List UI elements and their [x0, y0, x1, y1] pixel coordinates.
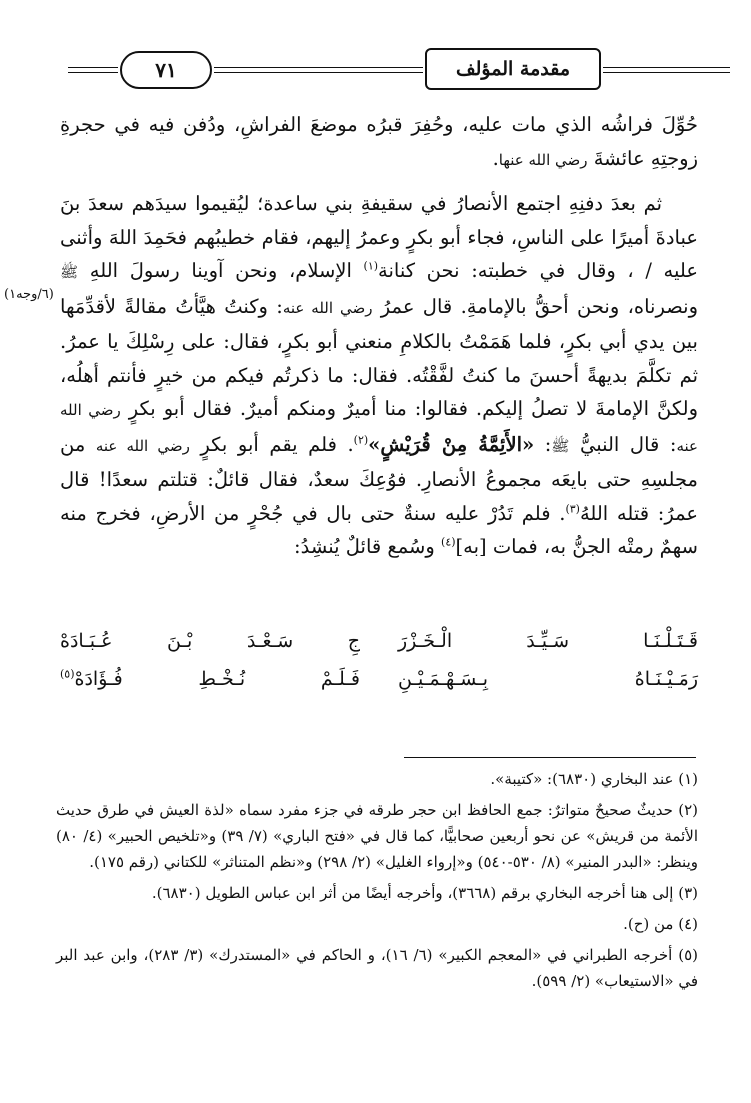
footnote-ref: (١) [363, 259, 379, 273]
chapter-title: مقدمة المؤلف [425, 48, 601, 90]
main-text [60, 108, 698, 564]
text-run: : قال النبيُّ [579, 432, 677, 456]
footnote: (٤) من (ح). [623, 915, 698, 933]
margin-manuscript-note: (٦/وجه١) [4, 287, 54, 302]
text-run: . فلم يقم أبو بكرٍ [200, 432, 354, 456]
header-rule [68, 67, 118, 68]
page-number: ٧١ [120, 51, 212, 89]
poem-verse [60, 660, 698, 698]
footnote: (٢) حديثٌ صحيحٌ متواترٌ: جمع الحافظ ابن حجر طرقه في جزء مفرد سماه «لذة العيش في طرق حديث الأئمة من قريش» عن نحو أربعين صحابيًّا، كما قال في «فتح الباري» (٧/ ٣٩) و«تلخيص الحبير» (٤/ ٨٠) وينظر: «البدر المنير» (٨/ ٥٣٠-٥٤٠) و«إرواء الغليل» (٢/ ٢٩٨) و«نظم المتناثر» للكتاني (رقم ١٧٥). [56, 801, 698, 871]
text-run: فَـلَـمْ نُـخْـطِ فُـؤَادَهْ [74, 668, 360, 690]
poem-verse [60, 622, 698, 660]
poem [60, 622, 698, 698]
honorific-symbol: ﷺ [551, 436, 570, 455]
hadith-quote: «الأَئِمَّةُ مِنْ قُرَيْشٍ» [368, 432, 535, 456]
footnote: (١) عند البخاري (٦٨٣٠): «كتيبة». [490, 770, 698, 788]
footnote-separator [404, 757, 696, 758]
text-run: الإسلام، ونحن آوينا رسولَ اللهِ [89, 259, 364, 282]
footnotes [56, 766, 698, 999]
honorific-symbol: رضي الله عنه [60, 401, 698, 455]
paragraph: ثم بعدَ دفنِهِ اجتمع الأنصارُ في سقيفةِ بني ساعدة؛ ليُقيموا سيدَهم سعدَ بنَ عبادةَ أميرًا على الناسِ، فجاء أبو بكرٍ وعمرُ إليهم، فقام خطيبُهم فحَمِدَ اللهَ وأثنى عليه / ، وقال في خطبته: نحن كنانة$^{(١)}$ الإسلام، ونحن آوينا رسولَ اللهِ ﷺ ونصرناه، ونحن أحقُّ بالإمامةِ. قال عمرُ رضي الله عنه: وكنتُ هيَّأتُ مقالةً لأقدِّمَها بين يدي أبي بكرٍ، فلما هَمَمْتُ بالكلامِ منعني أبو بكرٍ، فقال: على رِسْلِكَ يا عمرُ. ثم تكلَّمَ بديهةً أحسنَ ما كنتُ لفَّقْتُه. فقال: ما ذكرتُم فيكم من خيرٍ فأنتم أهلُه، ولكنَّ الإمامةَ لا تصلُ إليكم. فقالوا: منا أميرٌ ومنكم أميرٌ. فقال أبو بكرٍ رضي الله عنه: قال النبيُّ ﷺ: «الأَئِمَّةُ مِنْ قُرَيْشٍ»$^{(٢)}$. فلم يقم أبو بكرٍ رضي الله عنه من مجلسِهِ حتى بايعَه مجموعُ الأنصارِ. فوُعِكَ سعدٌ، فقال قائلٌ: قتلتم سعدًا! قال عمرُ: قتله اللهُ$^{(٣)}$. فلم تَدُرْ عليه سنةٌ حتى بال في جُحْرٍ من الأرضِ، فخرج منه سهمٌ رمتْه الجنُّ به، فمات [به]$^{(٤)}$ وسُمع قائلٌ يُنشِدُ: [60, 192, 699, 558]
header-rule [603, 67, 730, 68]
footnote: (٣) إلى هنا أخرجه البخاري برقم (٣٦٦٨)، وأخرجه أيضًا من أثر ابن عباس الطويل (٦٨٣٠). [151, 884, 698, 902]
hemistich-first: قَـتَـلْـنَـا سَـيِّـدَ الْـخَـزْرَ [398, 630, 698, 652]
honorific-symbol: ﷺ [60, 263, 79, 281]
paragraph: حُوِّلَ فراشُه الذي مات عليه، وحُفِرَ قبرُه موضعَ الفراشِ، ودُفن فيه في حجرةِ زوجتِهِ عائشةَ رضي الله عنها. [60, 113, 698, 170]
page-header [68, 48, 730, 94]
header-rule [214, 72, 423, 73]
footnote-ref: (٤) [441, 535, 456, 549]
footnote-ref: (٥) [60, 667, 75, 681]
text-run: ونصرناه، ونحن أحقُّ بالإمامةِ. قال عمرُ [380, 294, 699, 318]
hemistich-second: جِ سَـعْـدَ بْـنَ عُـبَـادَهْ [60, 630, 360, 652]
hemistich-first: رَمَـيْـنَـاهُ بِـسَـهْـمَـيْـنِ [398, 668, 698, 690]
header-rule [214, 67, 423, 68]
text-run: حُوِّلَ فراشُه الذي مات عليه، وحُفِرَ قبرُه موضعَ الفراشِ، ودُفن فيه في حجرةِ زوجتِهِ عائشةَ [60, 113, 698, 170]
text-run: . فلم تَدُرْ عليه سنةٌ حتى بال في جُحْرٍ من الأرضِ، فخرج منه سهمٌ رمتْه الجنُّ به، فمات [به] [60, 501, 698, 558]
footnote-ref: (٢) [353, 433, 369, 446]
text-run: ثم بعدَ دفنِهِ اجتمع الأنصارُ في سقيفةِ بني ساعدة؛ ليُقيموا سيدَهم سعدَ بنَ عبادةَ أميرًا على الناسِ، فجاء أبو بكرٍ وعمرُ إليهم، فقام خطيبُهم فحَمِدَ اللهَ وأثنى عليه / ، وقال في خطبته: نحن كنانة [60, 192, 698, 282]
text-run: : وكنتُ هيَّأتُ مقالةً لأقدِّمَها بين يدي أبي بكرٍ، فلما هَمَمْتُ بالكلامِ منعني أبو بكرٍ، فقال: على رِسْلِكَ يا عمرُ. ثم تكلَّمَ بديهةً أحسنَ ما كنتُ لفَّقْتُه. فقال: ما ذكرتُم فيكم من خيرٍ فأنتم أهلُه، ولكنَّ الإمامةَ لا تصلُ إليكم. فقالوا: منا أميرٌ ومنكم أميرٌ. فقال أبو بكرٍ [60, 294, 698, 420]
honorific-symbol: رضي الله عنها [498, 150, 588, 169]
footnote-ref: (٣) [565, 502, 580, 515]
hemistich-second [60, 668, 360, 690]
header-rule [603, 72, 730, 73]
footnote: (٥) أخرجه الطبراني في «المعجم الكبير» (٦/ ١٦)، و الحاكم في «المستدرك» (٣/ ٢٨٣)، وابن عبد البر في «الاستيعاب» (٢/ ٥٩٩). [56, 946, 698, 990]
text-run: وسُمع قائلٌ يُنشِدُ: [294, 535, 442, 558]
honorific-symbol: رضي الله عنه [282, 298, 373, 317]
header-rule [68, 72, 118, 73]
text-run: من مجلسِهِ حتى بايعَه مجموعُ الأنصارِ. فوُعِكَ سعدٌ، فقال قائلٌ: قتلتم سعدًا! قال عمرُ: قتله اللهُ [60, 432, 698, 525]
honorific-symbol: رضي الله عنه [95, 436, 190, 455]
